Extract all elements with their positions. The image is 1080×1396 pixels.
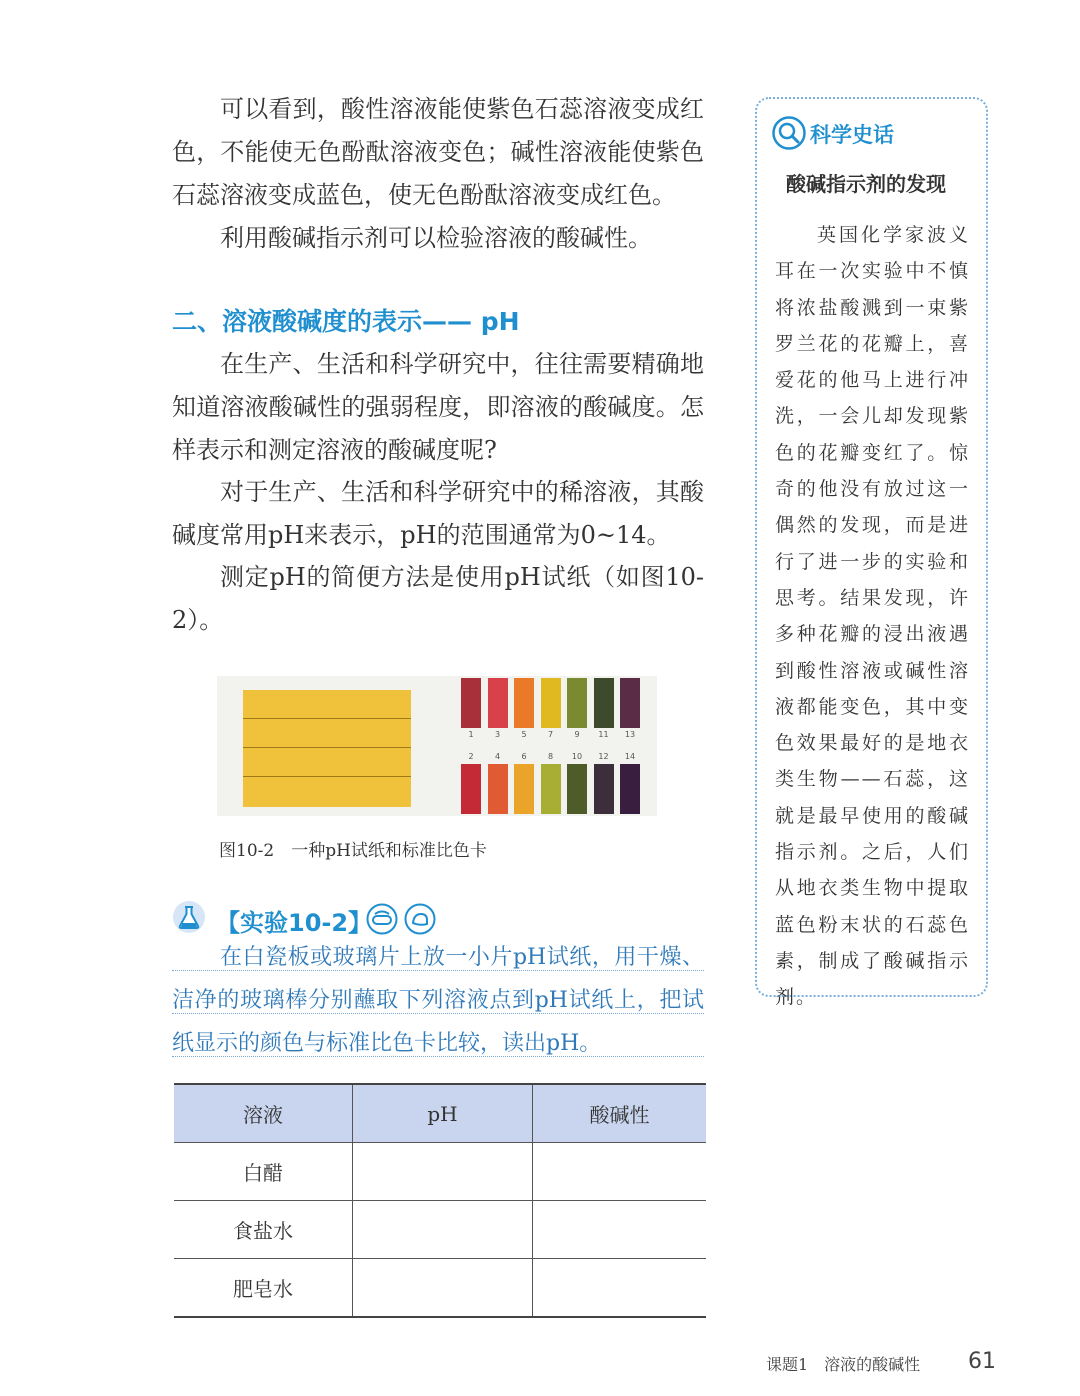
table-header-cell: pH: [353, 1084, 533, 1143]
ph-label: 1: [468, 730, 474, 739]
color-cell-ph-4: [488, 764, 508, 814]
table-cell-empty: [353, 1259, 533, 1318]
table-row: [174, 1201, 706, 1259]
experiment-title: 【实验10-2】: [216, 909, 373, 937]
table-cell-empty: [353, 1201, 533, 1259]
ph-label: 14: [624, 752, 636, 761]
dotted-underline: [172, 1056, 704, 1057]
color-cell-ph-11: [594, 678, 614, 728]
ph-label: 12: [598, 752, 609, 761]
ph-label: 2: [468, 752, 474, 761]
table-cell-empty: [353, 1143, 533, 1201]
figure-caption: 图10-2 一种pH试纸和标准比色卡: [219, 841, 487, 861]
ph-label: 4: [494, 752, 501, 761]
chapter-footer: 课题1 溶液的酸碱性: [766, 1355, 921, 1374]
ph-label: 11: [598, 730, 609, 739]
ph-label: 3: [494, 730, 501, 739]
ph-label: 13: [624, 730, 636, 739]
ph-label: 9: [574, 730, 580, 739]
sidebar-paragraph: 英国化学家波义耳在一次实验中不慎将浓盐酸溅到一束紫罗兰花的花瓣上，喜爱花的他马上进行冲洗，一会儿却发现紫色的花瓣变红了。惊奇的他没有放过这一偶然的发现，而是进行了进一步的实验和思考。结果发现，许多种花瓣的浸出液遇到酸性溶液或碱性溶液都能变色，其中变色效果最好的是地衣类生物——石蕊，这就是最早使用的酸碱指示剂。之后，人们从地衣类生物中提取蓝色粉末状的石蕊色素，制成了酸碱指示剂。: [775, 224, 970, 1009]
section-paragraph-2: 对于生产、生活和科学研究中的稀溶液，其酸碱度常用pH来表示，pH的范围通常为0~14。: [172, 478, 704, 549]
table-cell-solution: 食盐水: [174, 1201, 353, 1259]
color-cell-ph-7: [541, 678, 561, 728]
table-cell-solution: 白醋: [174, 1143, 353, 1201]
flask-icon: [172, 900, 206, 934]
color-cell-ph-6: [514, 764, 534, 814]
dotted-underline: [172, 970, 704, 971]
table-header-row: [174, 1084, 706, 1143]
color-cell-ph-12: [594, 764, 614, 814]
magnifier-icon: [772, 116, 806, 150]
page-number: 61: [968, 1349, 996, 1374]
dotted-underline: [172, 1013, 704, 1014]
color-cell-ph-8: [541, 764, 561, 814]
ph-paper-strip: [243, 719, 411, 749]
ph-paper-strip: [243, 777, 411, 807]
color-cell-ph-2: [461, 764, 481, 814]
table-header-cell: 酸碱性: [533, 1084, 707, 1143]
ph-label: 8: [547, 752, 554, 761]
sidebar-body: [775, 217, 970, 1016]
ph-paper-strip: [243, 690, 411, 720]
section-paragraph-1: 在生产、生活和科学研究中，往往需要精确地知道溶液酸碱性的强弱程度，即溶液的酸碱度。怎样表示和测定溶液的酸碱度呢?: [172, 350, 704, 464]
color-cell-ph-1: [461, 678, 481, 728]
table-cell-empty: [533, 1201, 707, 1259]
color-cell-ph-9: [567, 678, 587, 728]
intro-paragraph-2: 利用酸碱指示剂可以检验溶液的酸碱性。: [220, 224, 652, 252]
color-cell-ph-13: [620, 678, 640, 728]
table-cell-empty: [533, 1143, 707, 1201]
ph-label: 10: [571, 752, 583, 761]
sidebar-badge: 科学史话: [810, 123, 894, 147]
color-cell-ph-10: [567, 764, 587, 814]
ph-paper-figure: [217, 676, 657, 816]
table-header-cell: 溶液: [174, 1084, 353, 1143]
color-cell-ph-3: [488, 678, 508, 728]
ph-label: 6: [521, 752, 527, 761]
ph-label: 5: [521, 730, 527, 739]
sidebar-title: 酸碱指示剂的发现: [786, 172, 946, 196]
ph-results-table: [174, 1083, 706, 1318]
experiment-text: 在白瓷板或玻璃片上放一小片pH试纸，用干燥、洁净的玻璃棒分别蘸取下列溶液点到pH试纸上，把试纸显示的颜色与标准比色卡比较，读出pH。: [172, 945, 704, 1056]
table-row: [174, 1143, 706, 1201]
goggles-icon: [366, 903, 398, 935]
table-row: [174, 1259, 706, 1318]
safety-icon: [404, 903, 436, 935]
color-cell-ph-14: [620, 764, 640, 814]
color-cell-ph-5: [514, 678, 534, 728]
intro-paragraph-1: 可以看到，酸性溶液能使紫色石蕊溶液变成红色，不能使无色酚酞溶液变色；碱性溶液能使紫色石蕊溶液变成蓝色，使无色酚酞溶液变成红色。: [172, 95, 704, 209]
ph-paper-strip: [243, 748, 411, 778]
table-cell-empty: [533, 1259, 707, 1318]
table-cell-solution: 肥皂水: [174, 1259, 353, 1318]
section-heading: 二、溶液酸碱度的表示—— pH: [172, 307, 520, 336]
ph-label: 7: [547, 730, 554, 739]
section-paragraph-3: 测定pH的简便方法是使用pH试纸（如图10-2）。: [172, 563, 704, 634]
